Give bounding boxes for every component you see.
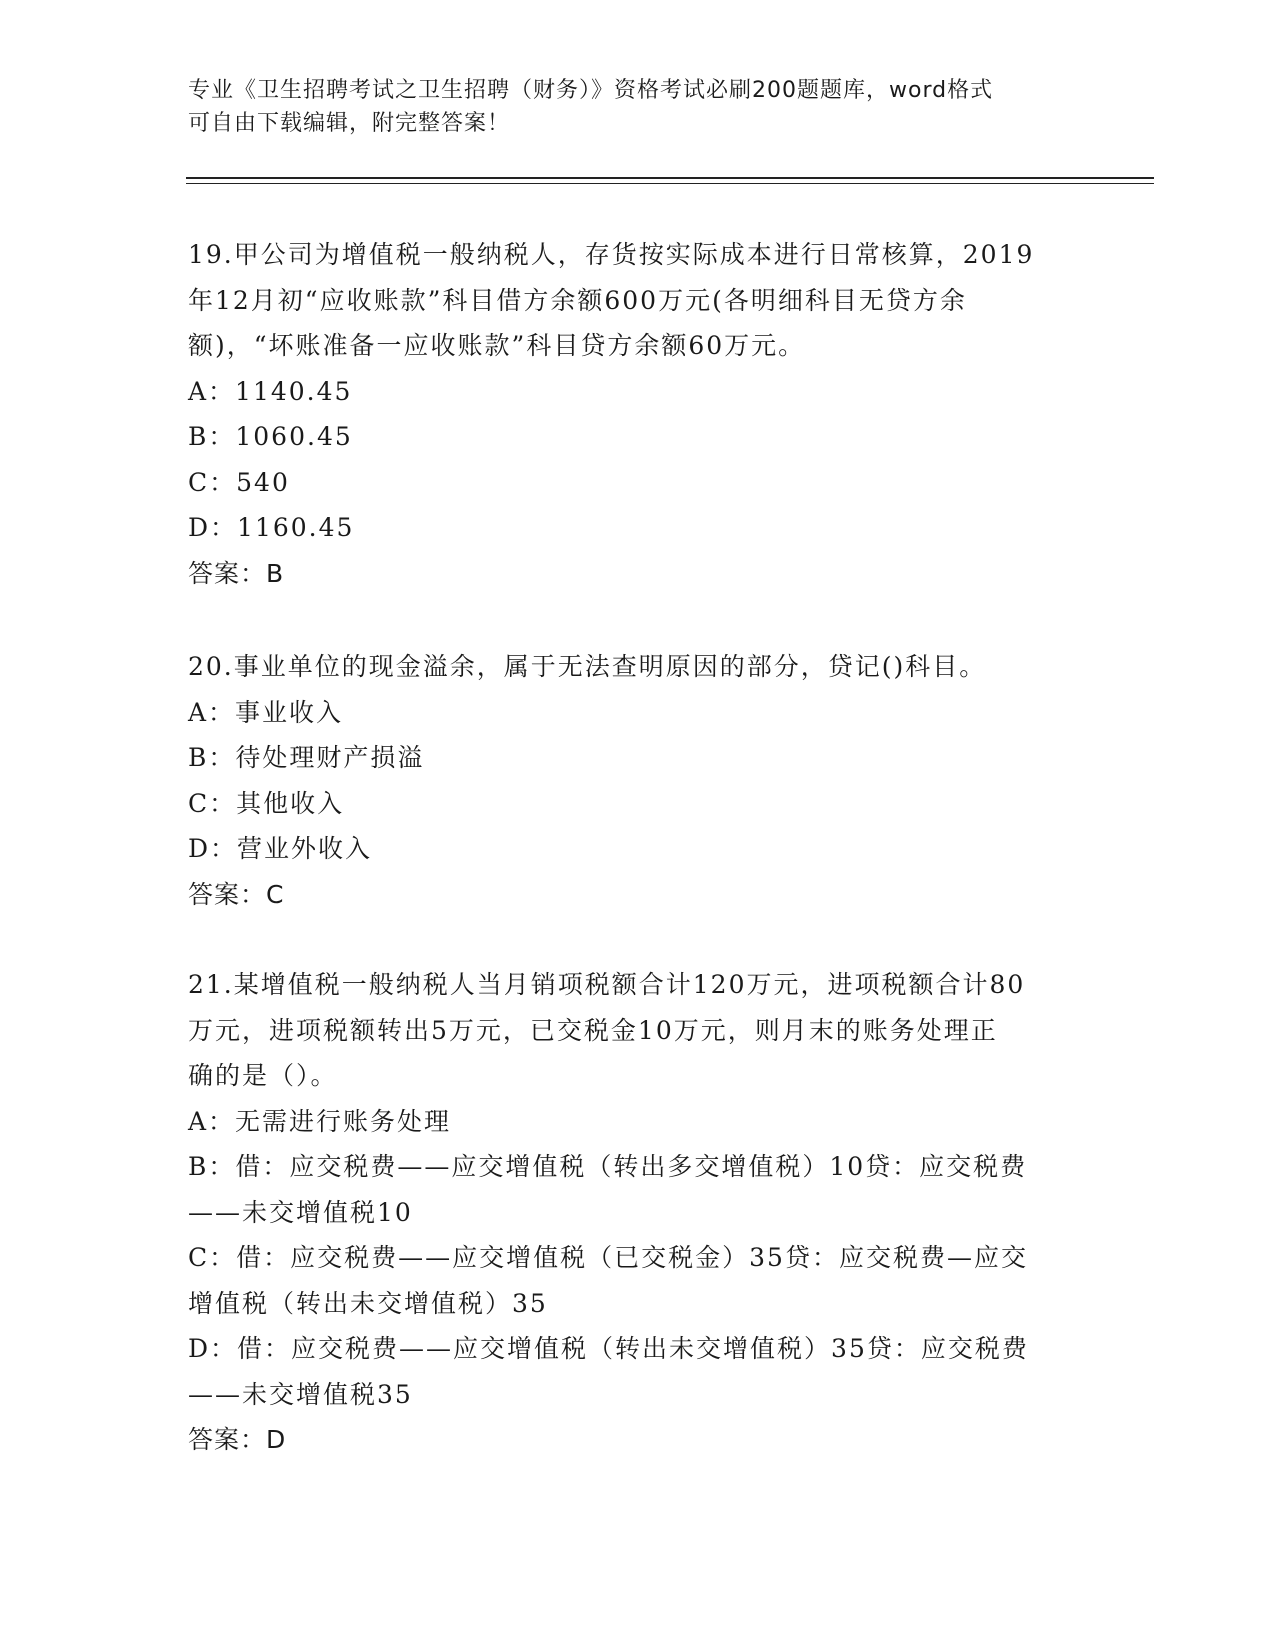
option-d: D：借：应交税费——应交增值税（转出未交增值税）35贷：应交税费 <box>188 1334 1029 1363</box>
option-c: C：540 <box>188 467 290 497</box>
option-d-continued: ——未交增值税35 <box>188 1379 413 1409</box>
header-divider-thin <box>186 183 1154 184</box>
option-c-continued: 增值税（转出未交增值税）35 <box>188 1288 548 1318</box>
answer-label: 答案：C <box>188 879 285 909</box>
question-stem-line: 20.事业单位的现金溢余，属于无法查明原因的部分，贷记()科目。 <box>188 652 987 681</box>
option-a: A：事业收入 <box>188 697 344 727</box>
question-stem-line: 年12月初“应收账款”科目借方余额600万元(各明细科目无贷方余 <box>188 285 967 315</box>
question-stem-line: 确的是（）。 <box>188 1061 338 1090</box>
header-divider-thick <box>186 177 1154 179</box>
question-19 <box>188 232 1088 596</box>
option-d: D：1160.45 <box>188 513 355 542</box>
question-stem-line: 21.某增值税一般纳税人当月销项税额合计120万元，进项税额合计80 <box>188 970 1026 999</box>
question-stem-line: 万元，进项税额转出5万元，已交税金10万元，则月末的账务处理正 <box>188 1015 998 1045</box>
option-b: B：1060.45 <box>188 422 353 451</box>
option-b-continued: ——未交增值税10 <box>188 1197 413 1227</box>
answer-label: 答案：D <box>188 1425 287 1454</box>
option-a: A：无需进行账务处理 <box>188 1106 452 1136</box>
option-c: C：其他收入 <box>188 788 345 818</box>
header-line-1: 专业《卫生招聘考试之卫生招聘（财务）》资格考试必刷200题题库，word格式 <box>188 78 994 103</box>
answer-label: 答案：B <box>188 558 285 588</box>
option-b: B：借：应交税费——应交增值税（转出多交增值税）10贷：应交税费 <box>188 1152 1028 1181</box>
option-b: B：待处理财产损溢 <box>188 743 425 772</box>
question-21 <box>188 962 1088 1463</box>
question-stem-line: 19.甲公司为增值税一般纳税人，存货按实际成本进行日常核算，2019 <box>188 240 1035 269</box>
option-c: C：借：应交税费——应交增值税（已交税金）35贷：应交税费—应交 <box>188 1243 1028 1272</box>
question-20 <box>188 644 1088 917</box>
document-header <box>188 74 1088 140</box>
option-d: D：营业外收入 <box>188 834 373 863</box>
option-a: A：1140.45 <box>188 376 353 406</box>
header-line-2: 可自由下载编辑，附完整答案！ <box>188 111 511 136</box>
question-stem-line: 额)，“坏账准备一应收账款”科目贷方余额60万元。 <box>188 331 806 360</box>
